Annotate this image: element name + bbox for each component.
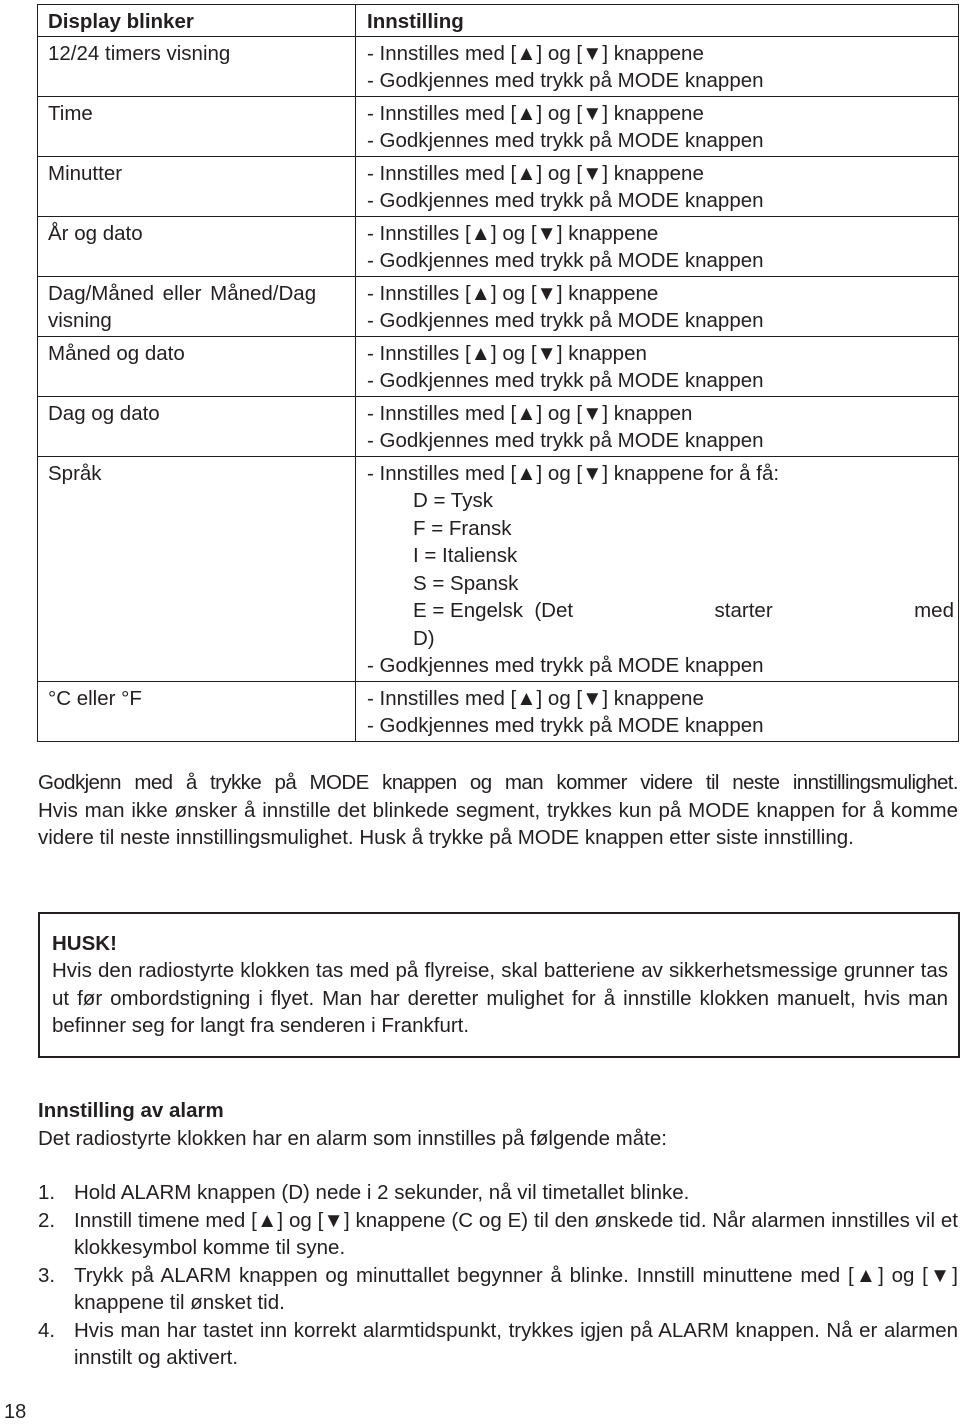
- row-label: °C eller °F: [38, 681, 356, 741]
- language-option-english: [367, 597, 954, 625]
- row-setting: [356, 216, 959, 276]
- setting-line: - Innstilles med [▲] og [▼] knappene: [367, 161, 704, 185]
- table-row: [38, 681, 959, 741]
- setting-line: - Innstilles med [▲] og [▼] knappen: [367, 401, 693, 425]
- step-text: Hvis man har tastet inn korrekt alarmtidspunkt, trykkes igjen på ALARM knappen. Nå er alarmen innstilt og aktivert.: [74, 1318, 958, 1369]
- setting-line: - Innstilles [▲] og [▼] knappene: [367, 281, 659, 305]
- setting-line: - Innstilles [▲] og [▼] knappen: [367, 341, 647, 365]
- language-option: D = Tysk: [413, 489, 493, 512]
- row-setting: [356, 456, 959, 681]
- alarm-heading: Innstilling av alarm: [38, 1099, 224, 1122]
- row-setting: [356, 276, 959, 336]
- setting-line: - Godkjennes med trykk på MODE knappen: [367, 654, 764, 677]
- row-label: Språk: [38, 456, 356, 681]
- setting-line: - Innstilles med [▲] og [▼] knappene: [367, 41, 704, 65]
- step-number: 2.: [38, 1208, 56, 1232]
- header-innstilling: Innstilling: [356, 5, 959, 37]
- setting-line: - Innstilles med [▲] og [▼] knappene for å få:: [367, 461, 780, 485]
- english-word: med: [914, 599, 954, 622]
- language-option: S = Spansk: [413, 571, 519, 595]
- setting-line: - Innstilles med [▲] og [▼] knappene: [367, 101, 704, 125]
- row-setting: [356, 396, 959, 456]
- page-number: 18: [4, 1401, 27, 1423]
- row-label: Time: [38, 96, 356, 156]
- step-text: Innstill timene med [▲] og [▼] knappene (C og E) til den ønskede tid. Når alarmen innstilles vil et klokkesymbol komme til syne.: [74, 1208, 958, 1259]
- setting-line: - Godkjennes med trykk på MODE knappen: [367, 309, 764, 332]
- alarm-steps-list: [38, 1179, 958, 1372]
- setting-line: - Godkjennes med trykk på MODE knappen: [367, 429, 764, 452]
- row-label: Minutter: [38, 156, 356, 216]
- step-number: 4.: [38, 1318, 56, 1342]
- list-item: [38, 1179, 958, 1207]
- setting-line: - Innstilles med [▲] og [▼] knappene: [367, 686, 704, 710]
- step-number: 3.: [38, 1263, 56, 1287]
- table-header-row: [38, 5, 959, 37]
- english-word: E = Engelsk (Det: [413, 599, 574, 622]
- step-text: Hold ALARM knappen (D) nede i 2 sekunder, nå vil timetallet blinke.: [74, 1181, 690, 1204]
- setting-line: - Godkjennes med trykk på MODE knappen: [367, 714, 764, 737]
- setting-line: - Innstilles [▲] og [▼] knappene: [367, 221, 659, 245]
- table-row: [38, 336, 959, 396]
- row-label: Dag og dato: [38, 396, 356, 456]
- row-label-line: Dag/Måned eller Måned/Dag: [48, 281, 317, 305]
- setting-line: - Godkjennes med trykk på MODE knappen: [367, 69, 764, 92]
- list-item: [38, 1317, 958, 1372]
- list-item: [38, 1262, 958, 1317]
- row-label: År og dato: [38, 216, 356, 276]
- setting-line: - Godkjennes med trykk på MODE knappen: [367, 369, 764, 392]
- note-body: Hvis den radiostyrte klokken tas med på flyreise, skal batteriene av sikkerhetsmessige grunner tas ut før ombordstigning i flyet. Man har deretter mulighet for å innstille klokken manuelt, hvis man befinner seg for langt fra senderen i Frankfurt.: [52, 959, 948, 1037]
- table-row-language: [38, 456, 959, 681]
- table-row: [38, 96, 959, 156]
- header-display-blinker: Display blinker: [38, 5, 356, 37]
- setting-line: - Godkjennes med trykk på MODE knappen: [367, 129, 764, 152]
- english-word: starter: [714, 599, 773, 622]
- table-row: [38, 396, 959, 456]
- setting-line: - Godkjennes med trykk på MODE knappen: [367, 249, 764, 272]
- table-row: [38, 216, 959, 276]
- row-label: 12/24 timers visning: [38, 36, 356, 96]
- step-text: Trykk på ALARM knappen og minuttallet begynner å blinke. Innstill minuttene med [▲] og [▼] knappene til ønsket tid.: [74, 1263, 958, 1314]
- step-number: 1.: [38, 1181, 56, 1204]
- settings-table: [37, 4, 959, 742]
- alarm-intro: Det radiostyrte klokken har en alarm som innstilles på følgende måte:: [38, 1126, 667, 1150]
- alarm-section: [38, 1097, 958, 1372]
- intro-line-1: Godkjenn med å trykke på MODE knappen og man kommer videre til neste innstillingsmulighet.: [38, 771, 958, 794]
- language-option: I = Italiensk: [413, 544, 518, 567]
- row-setting: [356, 681, 959, 741]
- note-title: HUSK!: [52, 932, 117, 955]
- language-option-cont: D): [413, 626, 435, 650]
- setting-line: - Godkjennes med trykk på MODE knappen: [367, 189, 764, 212]
- row-setting: [356, 336, 959, 396]
- note-box: [38, 912, 960, 1058]
- table-row: [38, 36, 959, 96]
- intro-rest: Hvis man ikke ønsker å innstille det blinkede segment, trykkes kun på MODE knappen for å komme videre til neste innstillingsmulighet. Husk å trykke på MODE knappen etter siste innstilling.: [38, 798, 958, 849]
- row-setting: [356, 36, 959, 96]
- row-label: [38, 276, 356, 336]
- row-setting: [356, 156, 959, 216]
- list-item: [38, 1207, 958, 1262]
- intro-paragraph: [38, 769, 958, 852]
- table-row: [38, 276, 959, 336]
- table-row: [38, 156, 959, 216]
- language-option: F = Fransk: [413, 516, 512, 540]
- row-label-line: visning: [48, 309, 112, 332]
- row-setting: [356, 96, 959, 156]
- row-label: Måned og dato: [38, 336, 356, 396]
